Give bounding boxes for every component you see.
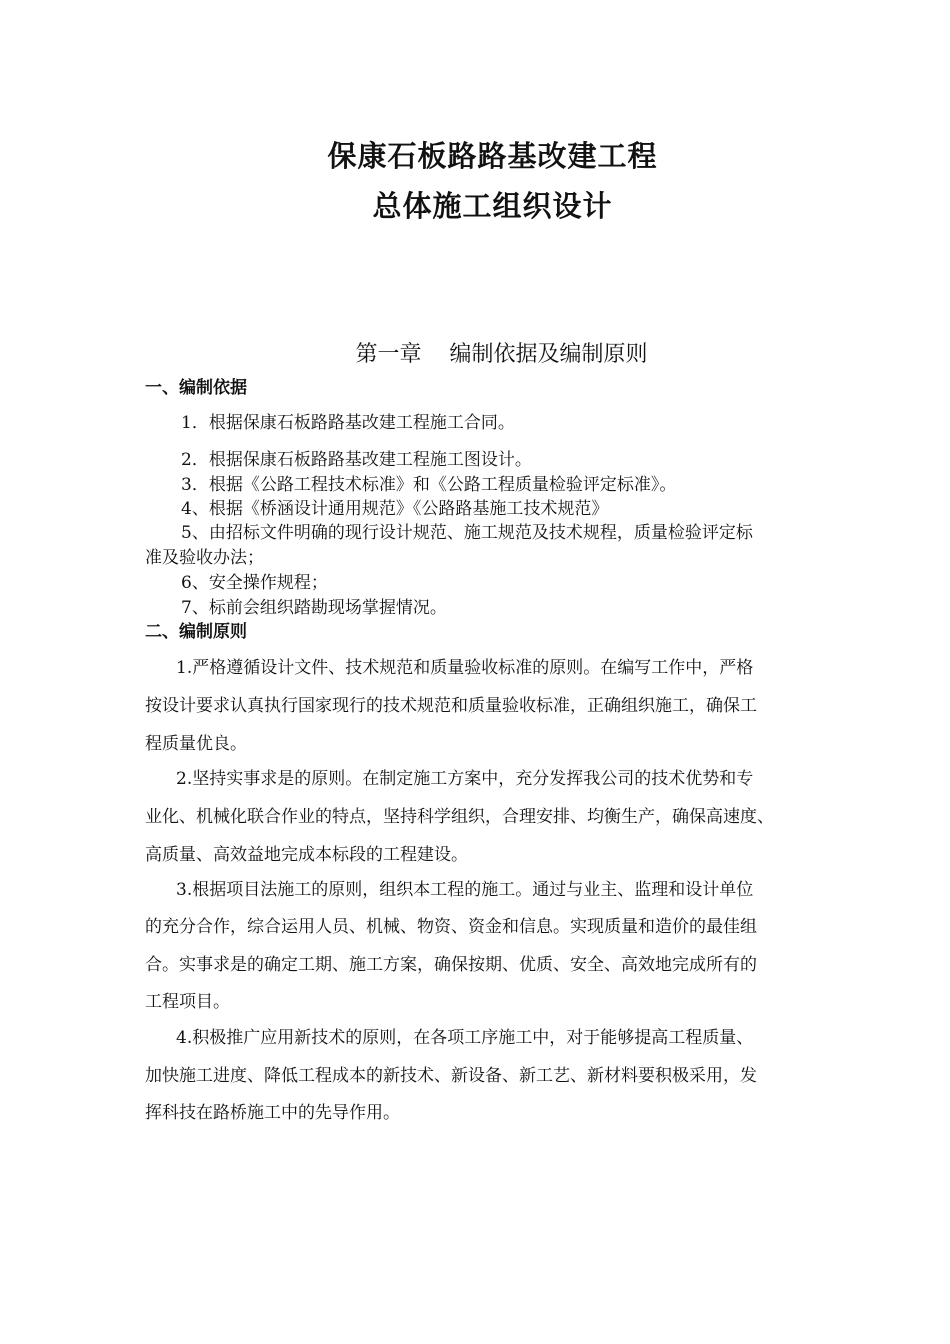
- basis-item: 1．根据保康石板路路基改建工程施工合同。: [181, 413, 515, 433]
- principle-line: 2.坚持实事求是的原则。在制定施工方案中，充分发挥我公司的技术优势和专: [176, 769, 754, 789]
- section-heading-principles: 二、编制原则: [145, 622, 247, 642]
- document-title-line-1: 保康石板路路基改建工程: [327, 139, 658, 173]
- principle-line: 的充分合作，综合运用人员、机械、物资、资金和信息。实现质量和造价的最佳组: [145, 917, 757, 937]
- chapter-heading: 第一章 编制依据及编制原则: [355, 342, 648, 367]
- principle-line: 1.严格遵循设计文件、技术规范和质量验收标准的原则。在编写工作中，严格: [176, 658, 754, 678]
- principle-line: 程质量优良。: [145, 734, 247, 754]
- principle-line: 合。实事求是的确定工期、施工方案，确保按期、优质、安全、高效地完成所有的: [145, 955, 757, 975]
- basis-item: 3．根据《公路工程技术标准》和《公路工程质量检验评定标准》。: [181, 475, 677, 495]
- basis-item: 7、标前会组织踏勘现场掌握情况。: [181, 598, 447, 618]
- principle-line: 加快施工进度、降低工程成本的新技术、新设备、新工艺、新材料要积极采用，发: [145, 1066, 757, 1086]
- principle-line: 工程项目。: [145, 992, 230, 1012]
- basis-item: 6、安全操作规程；: [181, 573, 328, 593]
- basis-item: 2．根据保康石板路路基改建工程施工图设计。: [181, 450, 532, 470]
- principle-line: 高质量、高效益地完成本标段的工程建设。: [145, 845, 468, 865]
- principle-line: 按设计要求认真执行国家现行的技术规范和质量验收标准，正确组织施工，确保工: [145, 696, 757, 716]
- section-heading-basis: 一、编制依据: [145, 378, 247, 398]
- principle-line: 挥科技在路桥施工中的先导作用。: [145, 1103, 400, 1123]
- basis-item-continuation: 准及验收办法；: [145, 548, 264, 568]
- principle-line: 3.根据项目法施工的原则，组织本工程的施工。通过与业主、监理和设计单位: [176, 880, 754, 900]
- basis-item: 5、由招标文件明确的现行设计规范、施工规范及技术规程，质量检验评定标: [181, 523, 753, 543]
- principle-line: 业化、机械化联合作业的特点，坚持科学组织，合理安排、均衡生产，确保高速度、: [145, 807, 774, 827]
- document-title-line-2: 总体施工组织设计: [372, 189, 613, 223]
- basis-item: 4、根据《桥涵设计通用规范》《公路路基施工技术规范》: [181, 499, 609, 519]
- principle-line: 4.积极推广应用新技术的原则，在各项工序施工中，对于能够提高工程质量、: [176, 1028, 754, 1048]
